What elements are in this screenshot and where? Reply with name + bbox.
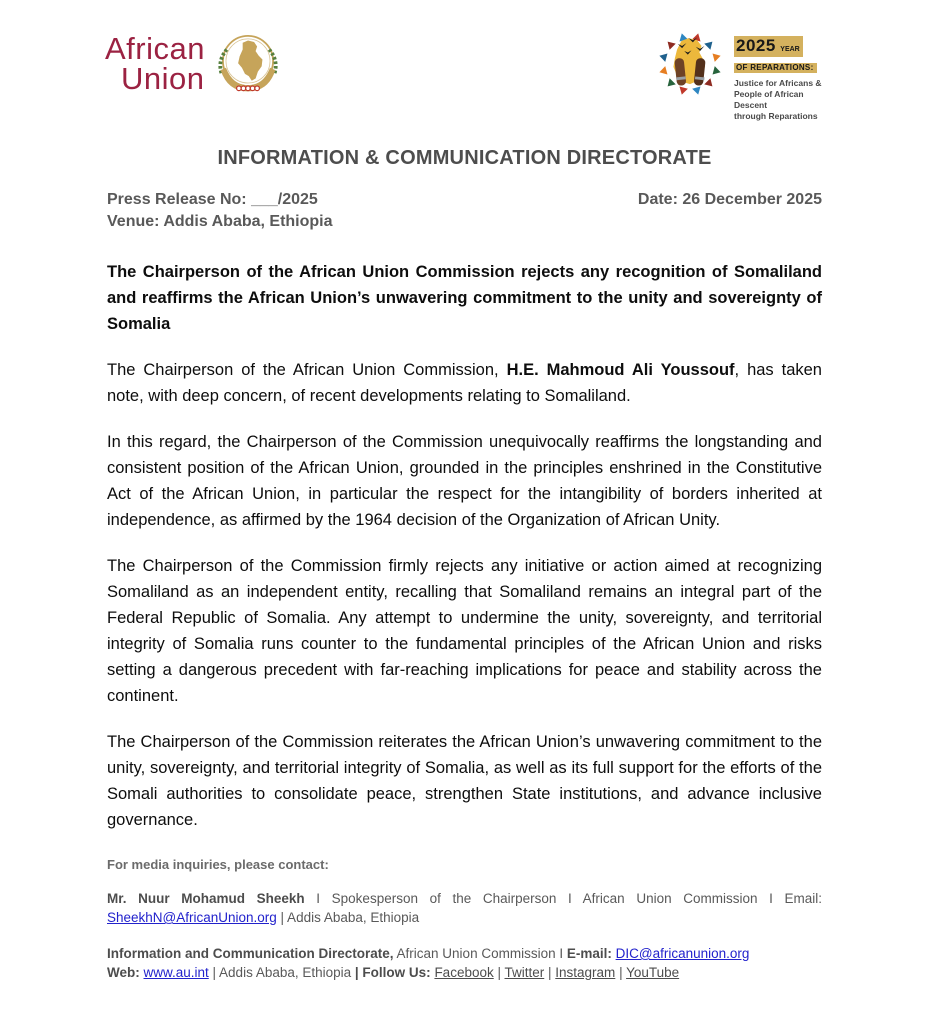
reparations-2025-text: [734, 28, 836, 122]
release-paragraph-3: The Chairperson of the Commission firmly rejects any initiative or action aimed at recognizing Somaliland as an independent entity, recalling that Somaliland remains an integral part of the Federal Republic of Somalia. Any attempt to undermine the unity, sovereignty, and territorial integrity of Somalia runs counter to the fundamental principles of the African Union and risks setting a dangerous precedent with far-reaching implications for peace and stability across the continent.: [107, 557, 822, 705]
instagram-link[interactable]: Instagram: [555, 965, 616, 980]
african-union-wordmark: [105, 31, 205, 96]
spokesperson-email-link[interactable]: SheekhN@AfricanUnion.org: [107, 910, 277, 925]
footer-email-label: E-mail:: [566, 946, 616, 961]
twitter-link[interactable]: Twitter: [504, 965, 545, 980]
press-release-venue: Venue: Addis Ababa, Ethiopia: [107, 213, 333, 230]
reparations-year-label: YEAR: [780, 46, 800, 53]
press-release-number: Press Release No: ___/2025: [107, 191, 318, 208]
facebook-link[interactable]: Facebook: [434, 965, 494, 980]
footer-follow-label: | Follow Us:: [354, 965, 435, 980]
directorate-title: INFORMATION & COMMUNICATION DIRECTORATE: [217, 147, 712, 169]
release-paragraph-2: In this regard, the Chairperson of the Commission unequivocally reaffirms the longstanding and consistent position of the African Union, grounded in the principles enshrined in the Constitutive Act of the African Union, in particular the respect for the intangibility of borders inherited at independence, as affirmed by the 1964 decision of the Organization of African Unity.: [107, 433, 822, 529]
directorate-email-link[interactable]: DIC@africanunion.org: [615, 946, 750, 961]
release-paragraph-4: The Chairperson of the Commission reiterates the African Union’s unwavering commitment to the unity, sovereignty, and territorial integrity of Somalia, as well as its full support for the efforts of the Somali authorities to consolidate peace, strengthen State institutions, and advance inclusive governance.: [107, 733, 822, 829]
release-headline: The Chairperson of the African Union Commission rejects any recognition of Somaliland and reaffirms the African Union’s unwavering commitment to the unity and sovereignty of Somalia: [107, 263, 822, 333]
african-union-logo: [105, 26, 287, 102]
reparations-2025-emblem-icon: [654, 28, 726, 100]
directorate-footer: Information and Communication Directorate, African Union Commission I E-mail: DIC@africanunion.org Web: www.au.int | Addis Ababa, Ethiopia | Follow Us: Facebook | Twitter | Instagram | YouTube: [107, 946, 750, 980]
reparations-2025-logo: [654, 28, 836, 122]
spokesperson-name: Mr. Nuur Mohamud Sheekh: [107, 891, 305, 906]
reparations-year: 2025: [736, 36, 776, 55]
press-release-meta: [107, 189, 822, 233]
spokesperson-contact: Mr. Nuur Mohamud Sheekh I Spokesperson of the Chairperson I African Union Commission I Email: SheekhN@AfricanUnion.org | Addis Ababa, Ethiopia: [107, 891, 822, 925]
media-inquiries-heading: For media inquiries, please contact:: [107, 857, 329, 872]
african-union-emblem-icon: [209, 26, 287, 102]
youtube-link[interactable]: YouTube: [626, 965, 680, 980]
reparations-year-line: [734, 36, 803, 57]
release-paragraph-1: The Chairperson of the African Union Commission, H.E. Mahmoud Ali Youssouf, has taken note, with deep concern, of recent developments relating to Somaliland.: [107, 361, 822, 405]
au-wordmark-line1: African: [105, 31, 205, 66]
header-logo-row: [107, 26, 822, 122]
press-release-date: Date: 26 December 2025: [637, 191, 822, 208]
footer-web-label: Web:: [107, 965, 144, 980]
reparations-tagline: Justice for Africans & People of African Descent through Reparations: [734, 78, 822, 121]
chairperson-name: H.E. Mahmoud Ali Youssouf: [506, 361, 735, 379]
footer-directorate: Information and Communication Directorate,: [107, 946, 394, 961]
website-link[interactable]: www.au.int: [143, 965, 209, 980]
au-wordmark-line2: Union: [121, 61, 205, 96]
reparations-subtitle: OF REPARATIONS:: [734, 63, 817, 73]
